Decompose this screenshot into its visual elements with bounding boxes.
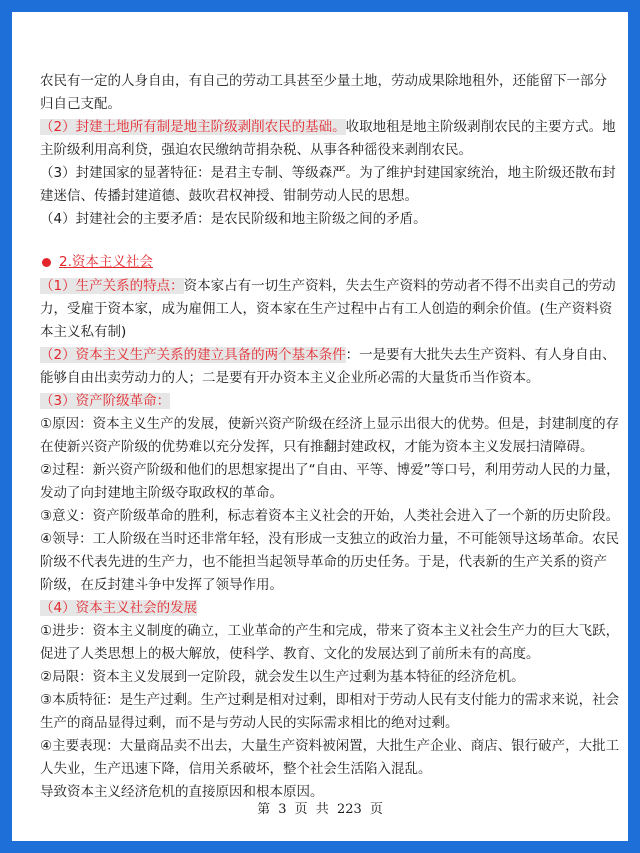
paragraph-feudal-land (40, 116, 620, 162)
two-conditions-heading: （2）资本主义生产关系的建立具备的两个基本条件 (40, 347, 346, 363)
spacer (40, 231, 620, 251)
list-item-development-progress: ①进步：资本主义制度的确立，工业革命的产生和完成，带来了资本主义社会生产力的巨大飞跃，促进了人类思想上的极大解放，使科学、教育、文化的发展达到了前所未有的高度。 (40, 623, 620, 662)
paragraph-peasant-freedom: 农民有一定的人身自由，有自己的劳动工具甚至少量土地，劳动成果除地租外，还能留下一部分归自己支配。 (40, 73, 607, 112)
development-heading: （4）资本主义社会的发展 (40, 600, 198, 616)
list-item-development-limitation: ②局限：资本主义发展到一定阶段，就会发生以生产过剩为基本特征的经济危机。 (40, 669, 525, 685)
list-item-revolution-leadership: ④领导：工人阶级在当时还非常年轻，没有形成一支独立的政治力量，不可能领导这场革命。农民阶级不代表先进的生产力，也不能担当起领导革命的历史任务。于是，代表新的生产关系的资产阶级，在反封建斗争中发挥了领导作用。 (40, 531, 620, 593)
paragraph-crisis-causes: 导致资本主义经济危机的直接原因和根本原因。 (40, 784, 324, 800)
list-item-revolution-cause: ①原因：资本主义生产的发展，使新兴资产阶级在经济上显示出很大的优势。但是，封建制度的存在使新兴资产阶级的优势难以充分发挥，只有推翻封建政权，才能为资本主义发展扫清障碍。 (40, 416, 620, 455)
feudal-land-body: 收取地租是地主阶级剥削农民的主要方式。地主阶级利用高利贷，强迫农民缴纳苛捐杂税、从事各种徭役来剥削农民。 (40, 119, 616, 158)
revolution-heading: （3）资产阶级革命： (40, 393, 171, 409)
bullet-dot-icon (42, 258, 51, 267)
list-item-development-essence: ③本质特征：是生产过剩。生产过剩是相对过剩，即相对于劳动人民有支付能力的需求来说，社会生产的商品显得过剩，而不是与劳动人民的实际需求相比的绝对过剩。 (40, 692, 620, 731)
production-relations-heading: （1）生产关系的特点： (40, 278, 184, 294)
two-conditions-body: ：一是要有大批失去生产资料、有人身自由、能够自由出卖劳动力的人；二是要有开办资本主义企业所必需的大量货币当作资本。 (40, 347, 616, 386)
paragraph-two-conditions (40, 344, 620, 390)
list-item-revolution-significance: ③意义：资产阶级革命的胜利，标志着资本主义社会的开始，人类社会进入了一个新的历史阶段。 (40, 508, 620, 524)
paragraph-development-heading (40, 597, 620, 620)
production-relations-body: 资本家占有一切生产资料，失去生产资料的劳动者不得不出卖自己的劳动力，受雇于资本家，成为雇佣工人，资本家在生产过程中占有工人创造的剩余价值。(生产资料资本主义私有制) (40, 278, 616, 340)
section-heading-capitalism (40, 251, 620, 274)
page-footer (12, 798, 628, 817)
section-title: 2.资本主义社会 (59, 254, 153, 270)
feudal-land-heading: （2）封建土地所有制是地主阶级剥削农民的基础。 (40, 119, 346, 135)
document-content (40, 70, 620, 804)
footer-label-total: 共 (315, 802, 329, 817)
list-item-revolution-process: ②过程：新兴资产阶级和他们的思想家提出了“自由、平等、博爱”等口号，利用劳动人民的力量，发动了向封建地主阶级夺取政权的革命。 (40, 462, 620, 501)
paragraph-production-relations (40, 275, 620, 344)
footer-label-page: 第 (257, 802, 271, 817)
page-number-current: 3 (278, 802, 287, 817)
footer-label-ye-end: 页 (369, 802, 383, 817)
page-number-total: 223 (336, 802, 362, 817)
paragraph-revolution-heading (40, 390, 620, 413)
footer-label-ye: 页 (294, 802, 308, 817)
list-item-development-manifestation: ④主要表现：大量商品卖不出去，大量生产资料被闲置，大批生产企业、商店、银行破产，大批工人失业，生产迅速下降，信用关系破坏，整个社会生活陷入混乱。 (40, 738, 620, 777)
paragraph-feudal-contradiction: （4）封建社会的主要矛盾：是农民阶级和地主阶级之间的矛盾。 (40, 211, 427, 227)
paragraph-feudal-state: （3）封建国家的显著特征：是君主专制、等级森严。为了维护封建国家统治，地主阶级还散布封建迷信、传播封建道德、鼓吹君权神授、钳制劳动人民的思想。 (40, 165, 616, 204)
document-page (12, 12, 628, 841)
